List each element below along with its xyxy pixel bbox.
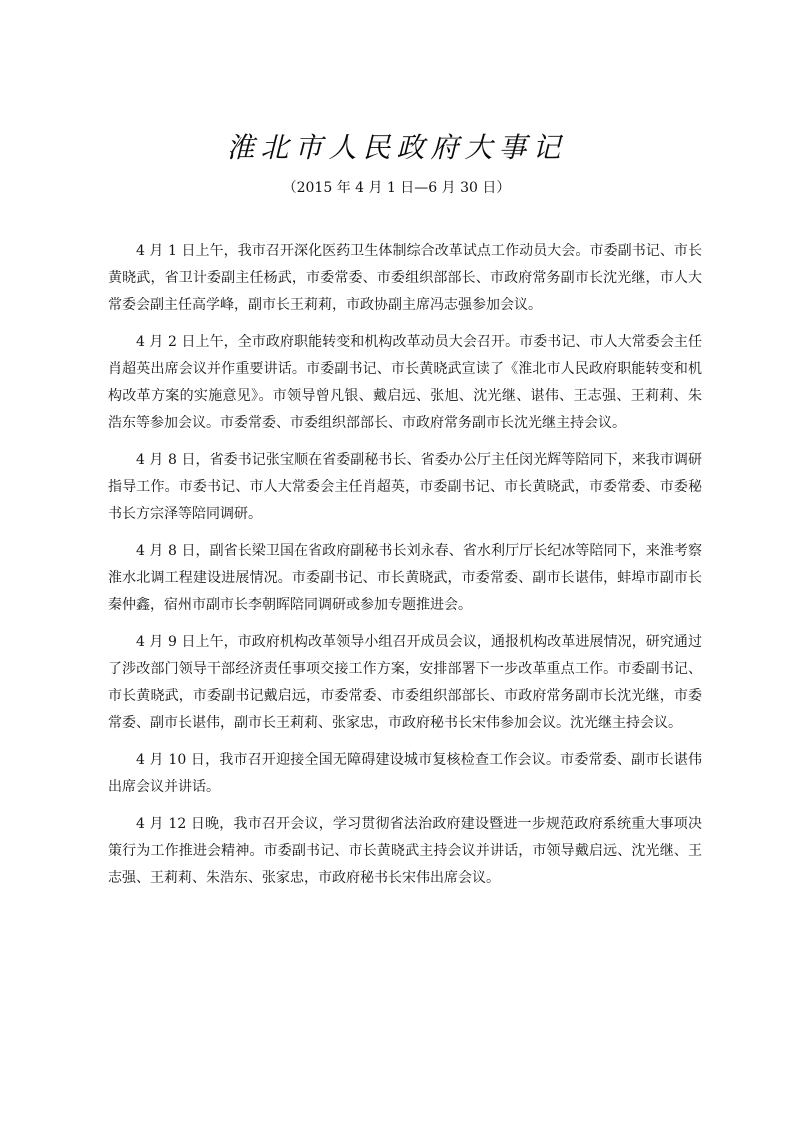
entry-paragraph: 4 月 1 日上午，我市召开深化医药卫生体制综合改革试点工作动员大会。市委副书记、市长黄晓武，省卫计委副主任杨武，市委常委、市委组织部部长、市政府常务副市长沈光继，市人大常委会副主任高学峰，副市长王莉莉，市政协副主席冯志强参加会议。 <box>108 243 702 313</box>
entry-paragraph: 4 月 9 日上午，市政府机构改革领导小组召开成员会议，通报机构改革进展情况，研究通过了涉改部门领导干部经济责任事项交接工作方案，安排部署下一步改革重点工作。市委副书记、市长黄晓武，市委副书记戴启远，市委常委、市委组织部部长、市政府常务副市长沈光继，市委常委、副市长谌伟，副市长王莉莉、张家忠，市政府秘书长宋伟参加会议。沈光继主持会议。 <box>108 634 702 731</box>
entry-paragraph: 4 月 8 日，省委书记张宝顺在省委副秘书长、省委办公厅主任闵光辉等陪同下，来我市调研指导工作。市委书记、市人大常委会主任肖超英，市委副书记、市长黄晓武，市委常委、市委秘书长方宗泽等陪同调研。 <box>108 452 702 522</box>
document-title: 淮北市人民政府大事记 <box>226 131 567 164</box>
document-body <box>108 238 702 902</box>
entry-paragraph: 4 月 2 日上午，全市政府职能转变和机构改革动员大会召开。市委书记、市人大常委会主任肖超英出席会议并作重要讲话。市委副书记、市长黄晓武宣读了《淮北市人民政府职能转变和机构改革方案的实施意见》。市领导曾凡银、戴启远、张旭、沈光继、谌伟、王志强、王莉莉、朱浩东等参加会议。市委常委、市委组织部部长、市政府常务副市长沈光继主持会议。 <box>108 334 702 431</box>
entry-paragraph: 4 月 8 日，副省长梁卫国在省政府副秘书长刘永春、省水利厅厅长纪冰等陪同下，来淮考察淮水北调工程建设进展情况。市委副书记、市长黄晓武，市委常委、副市长谌伟，蚌埠市副市长秦仲鑫，宿州市副市长李朝晖陪同调研或参加专题推进会。 <box>108 543 702 613</box>
entry-paragraph: 4 月 12 日晚，我市召开会议，学习贯彻省法治政府建设暨进一步规范政府系统重大事项决策行为工作推进会精神。市委副书记、市长黄晓武主持会议并讲话，市领导戴启远、沈光继、王志强、王莉莉、朱浩东、张家忠，市政府秘书长宋伟出席会议。 <box>108 816 702 886</box>
entry-paragraph: 4 月 10 日，我市召开迎接全国无障碍建设城市复核检查工作会议。市委常委、副市长谌伟出席会议并讲话。 <box>108 752 702 795</box>
date-range: （2015 年 4 月 1 日—6 月 30 日） <box>282 180 511 196</box>
